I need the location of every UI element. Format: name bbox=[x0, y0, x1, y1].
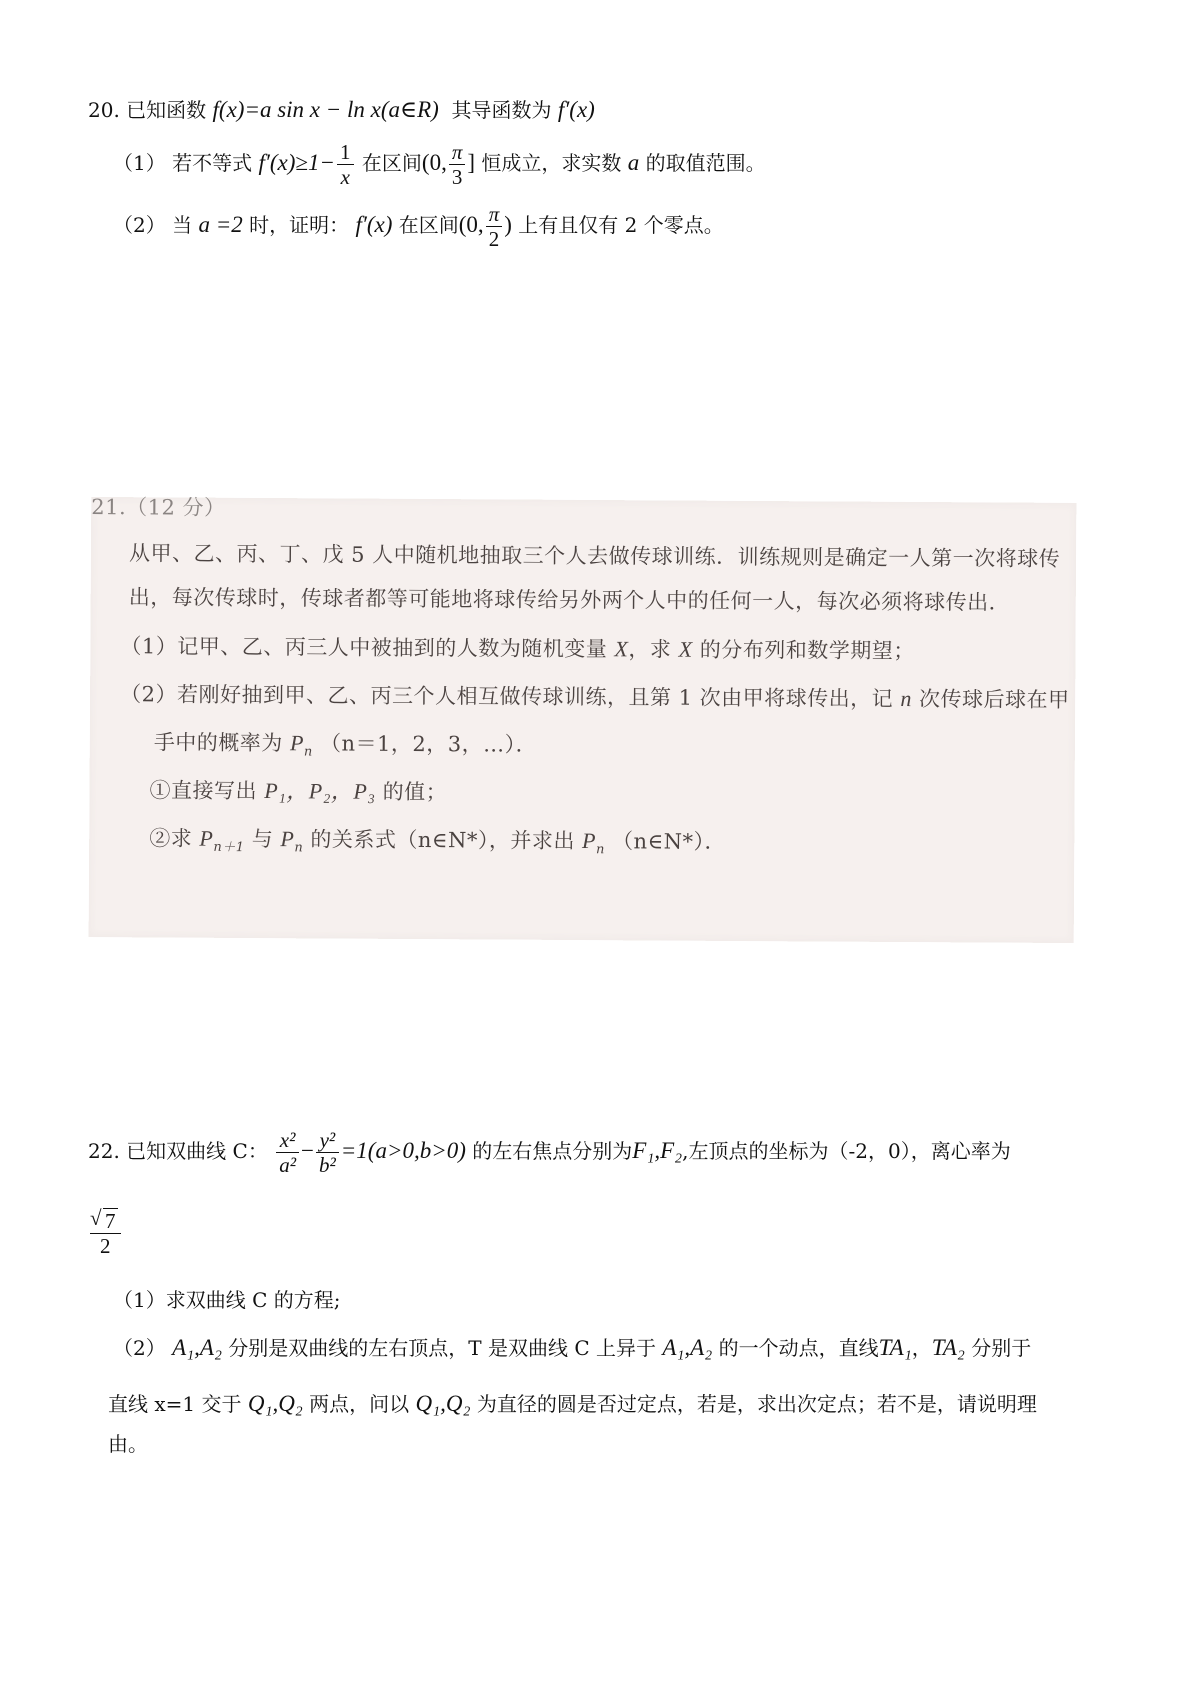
q21-line2: 出，每次传球时，传球者都等可能地将球传给另外两个人中的任何一人，每次必须将球传出． bbox=[128, 585, 1011, 615]
q22-p2-line2: TA₂ bbox=[931, 1335, 965, 1360]
q22-p2-label: （2） bbox=[113, 1336, 166, 1360]
q20-p1-fraction bbox=[337, 140, 354, 189]
q21-header: 21.（12 分） bbox=[91, 494, 226, 520]
q20-p1-interval-left: (0, bbox=[421, 150, 447, 176]
q20-p2-text-b: 时，证明： bbox=[249, 213, 350, 238]
q21-sub2-p2-sub: n bbox=[294, 840, 304, 856]
q21-part2-cont bbox=[154, 729, 537, 761]
q22-p3-points: Q₁,Q₂ bbox=[247, 1391, 303, 1416]
q22-part1: （1）求双曲线 C 的方程; bbox=[113, 1288, 341, 1312]
q22-p3-text-b: 两点，问以 bbox=[309, 1392, 410, 1416]
fraction-numerator: x² bbox=[276, 1128, 299, 1153]
q22-p2-text-b: 的一个动点，直线 bbox=[718, 1336, 879, 1360]
q21-sub1 bbox=[149, 777, 447, 805]
fraction-denominator: x bbox=[340, 165, 350, 190]
q21-sub2 bbox=[149, 825, 726, 858]
q20-p1-text-b: 在区间 bbox=[361, 151, 422, 176]
q22-fraction-y bbox=[316, 1128, 339, 1177]
q22-eccentricity-fraction bbox=[90, 1208, 121, 1258]
q21-sub2-p3: P bbox=[582, 828, 597, 854]
q20-p1-label: （1） bbox=[113, 151, 166, 176]
sqrt-radicand: √ 7 bbox=[103, 1208, 118, 1233]
q20-part2 bbox=[113, 202, 724, 251]
fraction-denominator: a² bbox=[279, 1153, 296, 1178]
q21-sub2-p1-sub: n＋1 bbox=[213, 839, 245, 856]
q22-p2-points2: A₁,A₂ bbox=[662, 1335, 713, 1360]
q21-p2-text-a: （2）若刚好抽到甲、乙、丙三个人相互做传球训练，且第 1 次由甲将球传出，记 bbox=[120, 682, 894, 711]
q21-sub2-text-a: ②求 bbox=[149, 826, 193, 851]
q20-p2-function: f′(x) bbox=[355, 212, 393, 238]
q22-equation-rhs: =1(a>0,b>0) bbox=[340, 1138, 466, 1164]
q22-p2-text-c: 分别于 bbox=[971, 1336, 1032, 1360]
q21-p2-text-b: 次传球后球在甲 bbox=[919, 687, 1070, 712]
q20-p1-inequality: f′(x)≥1− bbox=[258, 150, 336, 176]
q21-p2-text-d: （n＝1，2，3，…）． bbox=[319, 731, 538, 757]
fraction-numerator: π bbox=[486, 202, 503, 227]
q20-p2-text-d: 上有且仅有 2 个零点。 bbox=[518, 213, 724, 238]
q22-fraction-x bbox=[276, 1128, 299, 1177]
q22-p2-sep: ， bbox=[911, 1336, 932, 1360]
q21-sub2-text-b: 与 bbox=[251, 826, 274, 852]
q20-p1-interval-right: ] bbox=[467, 150, 476, 176]
fraction-numerator: 1 bbox=[337, 140, 354, 165]
q22-p2-points: A₁,A₂ bbox=[172, 1335, 222, 1360]
q20-number: 20. bbox=[88, 98, 120, 122]
q20-p1-text-c: 恒成立，求实数 bbox=[481, 151, 622, 176]
q20-p1-variable: a bbox=[627, 150, 640, 176]
q22-number: 22. bbox=[88, 1139, 120, 1164]
q20-p1-text-d: 的取值范围。 bbox=[645, 151, 766, 176]
q20-p2-label: （2） bbox=[113, 213, 166, 238]
q20-p2-text-c: 在区间 bbox=[398, 213, 459, 238]
q21-p1-text-b: ，求 bbox=[628, 637, 672, 662]
q21-p1-text-a: （1）记甲、乙、丙三人中被抽到的人数为随机变量 bbox=[120, 634, 608, 662]
q22-eccentricity bbox=[88, 1208, 123, 1258]
q20-p2-interval-left: (0, bbox=[458, 212, 484, 238]
q20-stem bbox=[88, 96, 595, 124]
q22-p2-text-a: 分别是双曲线的左右顶点，T 是双曲线 C 上异于 bbox=[228, 1336, 657, 1360]
fraction-denominator: b² bbox=[318, 1153, 336, 1178]
q22-p3-text-a: 直线 x=1 交于 bbox=[108, 1392, 242, 1416]
q22-p3-points2: Q₁,Q₂ bbox=[415, 1391, 471, 1416]
q21-p1-var1: X bbox=[614, 636, 629, 662]
q20-p2-interval-fraction bbox=[486, 202, 503, 251]
fraction-denominator: 2 bbox=[100, 1234, 111, 1259]
q20-function-formula: f(x)=a sin x − ln x(a∈R) bbox=[212, 97, 439, 122]
q21-part1 bbox=[120, 633, 914, 664]
q21-line1: 从甲、乙、丙、丁、戊 5 人中随机地抽取三个人去做传球训练．训练规则是确定一人第一次将球传 bbox=[128, 541, 1061, 571]
q21-p2-prob: P bbox=[289, 730, 305, 756]
q21-p1-text-c: 的分布列和数学期望； bbox=[699, 637, 915, 664]
q21-p2-var: n bbox=[900, 685, 912, 712]
q21-p2-prob-sub: n bbox=[303, 744, 313, 760]
q22-stem-text-b: 的左右焦点分别为 bbox=[472, 1139, 633, 1164]
q21-sub2-text-c: 的关系式（n∈N*），并求出 bbox=[310, 827, 575, 853]
q22-p2-line1: TA₁ bbox=[878, 1335, 912, 1360]
q20-p1-text-a: 若不等式 bbox=[172, 151, 253, 176]
fraction-denominator: 3 bbox=[451, 165, 463, 190]
q21-sub1-text-a: ①直接写出 bbox=[149, 778, 258, 804]
q22-stem-text-a: 已知双曲线 C： bbox=[126, 1139, 268, 1164]
q22-part2-end: 由。 bbox=[108, 1432, 148, 1456]
q21-sub2-p2: P bbox=[280, 826, 295, 852]
q20-p1-interval-fraction bbox=[449, 140, 466, 189]
q21-sub1-text-b: 的值； bbox=[382, 779, 448, 805]
fraction-numerator bbox=[90, 1208, 121, 1234]
fraction-denominator: 2 bbox=[488, 227, 500, 252]
q21-sub2-text-d: （n∈N*）． bbox=[612, 829, 727, 854]
q21-part2 bbox=[120, 681, 1070, 713]
q20-p2-text-a: 当 bbox=[172, 213, 193, 238]
q20-derivative: f′(x) bbox=[557, 97, 595, 122]
q22-stem bbox=[88, 1128, 1011, 1177]
q20-stem-mid: 其导函数为 bbox=[451, 98, 552, 122]
q20-stem-text: 已知函数 bbox=[126, 98, 207, 122]
q22-foci: F₁,F₂ bbox=[632, 1138, 683, 1164]
q22-stem-text-c: ,左顶点的坐标为（-2，0），离心率为 bbox=[682, 1139, 1011, 1164]
q22-part2 bbox=[113, 1334, 1031, 1362]
q20-p2-interval-right: ) bbox=[504, 212, 512, 238]
q22-p3-text-c: 为直径的圆是否过定点，若是，求出次定点；若不是，请说明理 bbox=[476, 1392, 1037, 1416]
q21-sub2-p3-sub: n bbox=[595, 842, 605, 858]
q21-sub2-p1: P bbox=[199, 825, 214, 851]
q21-p1-var2: X bbox=[678, 636, 693, 662]
q20-part1 bbox=[113, 140, 766, 189]
fraction-numerator: π bbox=[449, 140, 466, 165]
q21-sub1-list: P₁，P₂，P₃ bbox=[264, 778, 376, 804]
q21-scanned-block bbox=[89, 494, 1077, 943]
q22-part2-cont bbox=[108, 1390, 1037, 1418]
q22-minus: − bbox=[301, 1138, 314, 1164]
fraction-numerator: y² bbox=[316, 1128, 339, 1153]
q20-p2-condition: a =2 bbox=[198, 212, 243, 238]
q21-p2-text-c: 手中的概率为 bbox=[153, 730, 283, 756]
